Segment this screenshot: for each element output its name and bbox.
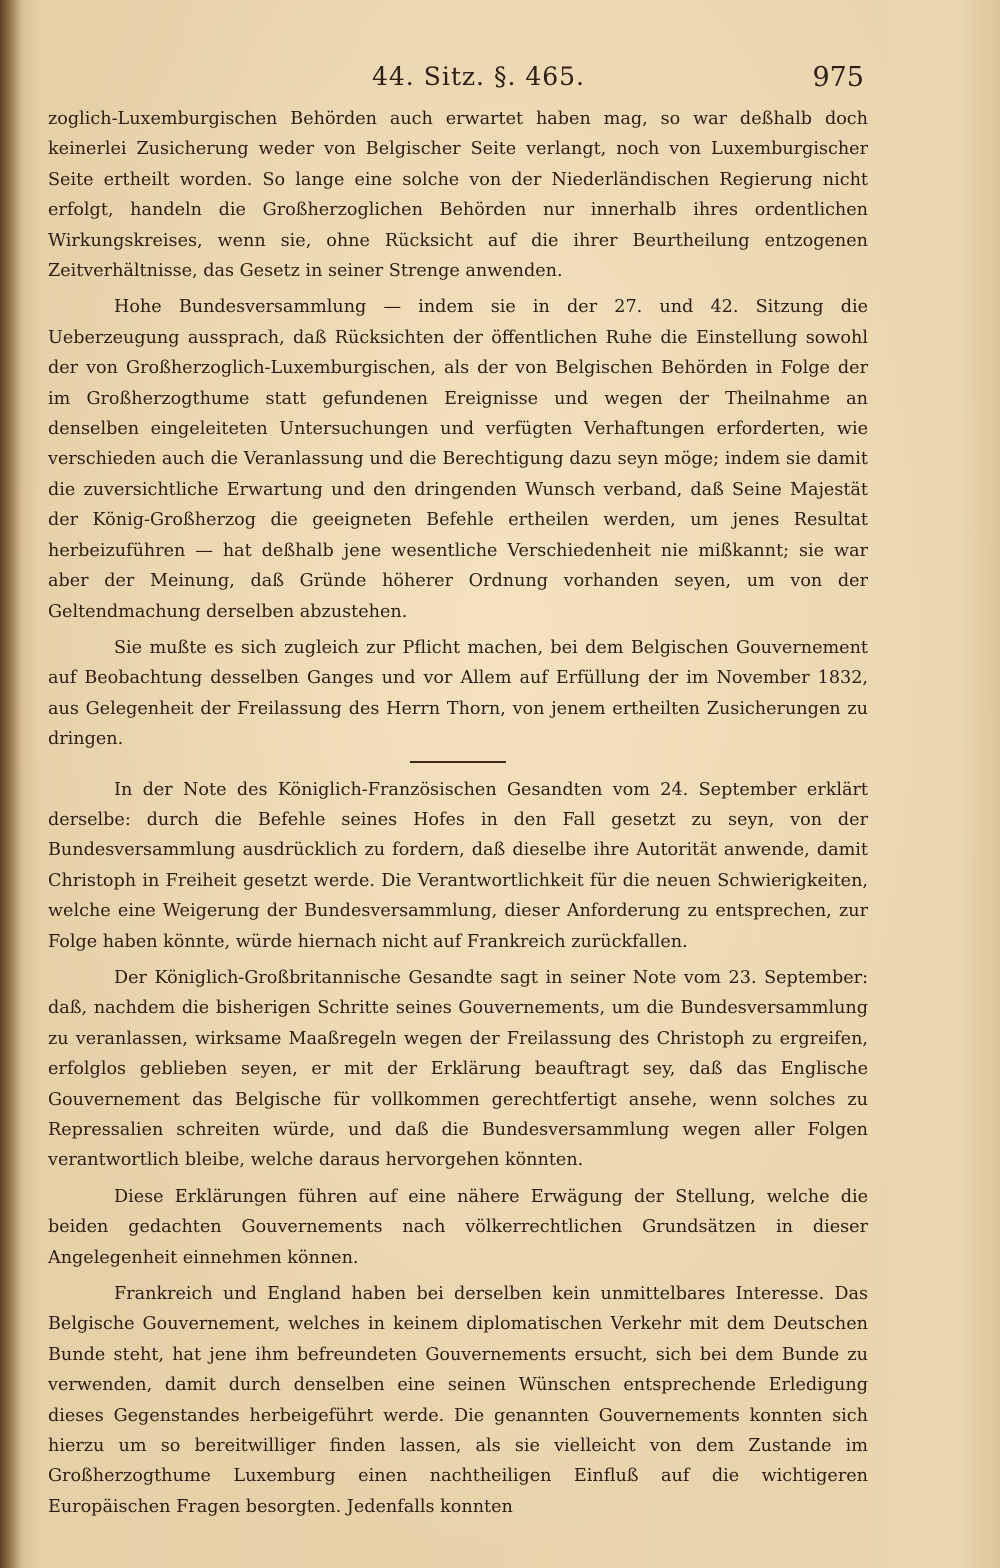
running-head: 44. Sitz. §. 465. [372,62,585,91]
paragraph: Der Königlich-Großbritannische Gesandte sagt in seiner Note vom 23. September: daß, nachdem die bisherigen Schritte seines Gouvernements, um die Bundesversammlung zu veranlassen, wirksame Maaßregeln wegen der Freilassung des Christoph zu ergreifen, erfolglos geblieben seyen, er mit der Erklärung beauftragt sey, daß das Englische Gouvernement das Belgische für vollkommen gerechtfertigt ansehe, wenn solches zu Repressalien schreiten würde, und daß die Bundesversammlung wegen aller Folgen verantwortlich bleibe, welche daraus hervorgehen könnten. [48,967,868,1171]
paragraph: Sie mußte es sich zugleich zur Pflicht machen, bei dem Belgischen Gouvernement auf Beobachtung desselben Ganges und vor Allem auf Erfüllung der im November 1832, aus Gelegenheit der Freilassung des Herrn Thorn, von jenem ertheilten Zusicherungen zu dringen. [48,637,868,750]
paragraph: Hohe Bundesversammlung — indem sie in der 27. und 42. Sitzung die Ueberzeugung aussprach, daß Rücksichten der öffentlichen Ruhe die Einstellung sowohl der von Großherzoglich-Luxemburgischen, als der von Belgischen Behörden in Folge der im Großherzogthume statt gefundenen Ereignisse und wegen der Theilnahme an denselben eingeleiteten Untersuchungen und verfügten Verhaftungen erforderten, wie verschieden auch die Veranlassung und die Berechtigung dazu seyn möge; indem sie damit die zuversichtliche Erwartung und den dringenden Wunsch verband, daß Seine Majestät der König-Großherzog die geeigneten Befehle ertheilen werden, um jenes Resultat herbeizuführen — hat deßhalb jene wesentliche Verschiedenheit nie mißkannt; sie war aber der Meinung, daß Gründe höherer Ordnung vorhanden seyen, um von der Geltendmachung derselben abzustehen. [48,297,868,622]
paragraph: Diese Erklärungen führen auf eine nähere Erwägung der Stellung, welche die beiden gedachten Gouvernements nach völkerrechtlichen Grundsätzen in dieser Angelegenheit einnehmen können. [48,1186,868,1268]
paragraph: zoglich-Luxemburgischen Behörden auch erwartet haben mag, so war deßhalb doch keinerlei Zusicherung weder von Belgischer Seite verlangt, noch von Luxemburgischer Seite ertheilt worden. So lange eine solche von der Niederländischen Regierung nicht erfolgt, handeln die Großherzoglichen Behörden nur innerhalb ihres ordentlichen Wirkungskreises, wenn sie, ohne Rücksicht auf die ihrer Beurtheilung entzogenen Zeitverhältnisse, das Gesetz in seiner Strenge anwenden. [48,109,868,282]
paragraph: Frankreich und England haben bei derselben kein unmittelbares Interesse. Das Belgische Gouvernement, welches in keinem diplomatischen Verkehr mit dem Deutschen Bunde steht, hat jene ihm befreundeten Gouvernements ersucht, sich bei dem Bunde zu verwenden, damit durch denselben eine seinen Wünschen entsprechende Erledigung dieses Gegenstandes herbeigeführt werde. Die genannten Gouvernements konnten sich hierzu um so bereitwilliger finden lassen, als sie vielleicht von dem Zustande im Großherzogthume Luxemburg einen nachtheiligen Einfluß auf die wichtigeren Europäischen Fragen besorgten. Jedenfalls konnten [48,1284,868,1517]
paragraph: In der Note des Königlich-Französischen Gesandten vom 24. September erklärt derselbe: durch die Befehle seines Hofes in den Fall gesetzt zu seyn, von der Bundesversammlung ausdrücklich zu fordern, daß dieselbe ihre Autorität anwende, damit Christoph in Freiheit gesetzt werde. Die Verantwortlichkeit für die neuen Schwierigkeiten, welche eine Weigerung der Bundesversammlung, dieser Anforderung zu entsprechen, zur Folge haben könnte, würde hiernach nicht auf Frankreich zurückfallen. [48,779,868,952]
page-header [0,58,1000,98]
body-text [48,104,868,1528]
page-number: 975 [812,62,864,93]
section-divider [410,761,506,763]
